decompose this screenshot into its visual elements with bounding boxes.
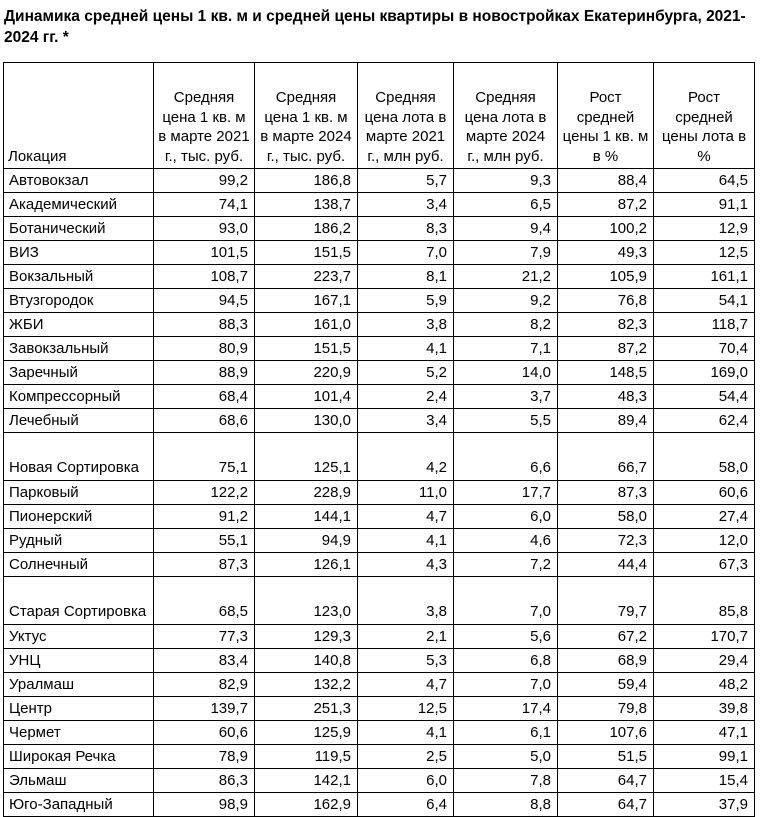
value-cell: 6,1 <box>454 721 558 745</box>
value-cell: 108,7 <box>154 265 255 289</box>
value-cell: 125,1 <box>255 433 358 481</box>
table-row <box>4 505 755 529</box>
location-cell: Уктус <box>4 625 154 649</box>
value-cell: 151,5 <box>255 337 358 361</box>
value-cell: 75,1 <box>154 433 255 481</box>
value-cell: 186,2 <box>255 217 358 241</box>
value-cell: 87,3 <box>558 481 654 505</box>
value-cell: 9,4 <box>454 217 558 241</box>
value-cell: 7,8 <box>454 769 558 793</box>
value-cell: 54,4 <box>654 385 755 409</box>
table-row <box>4 793 755 817</box>
value-cell: 66,7 <box>558 433 654 481</box>
value-cell: 79,8 <box>558 697 654 721</box>
value-cell: 12,5 <box>358 697 454 721</box>
location-cell: Завокзальный <box>4 337 154 361</box>
table-row <box>4 409 755 433</box>
location-cell: Втузгородок <box>4 289 154 313</box>
table-row <box>4 433 755 481</box>
value-cell: 82,3 <box>558 313 654 337</box>
value-cell: 162,9 <box>255 793 358 817</box>
value-cell: 5,5 <box>454 409 558 433</box>
table-row <box>4 769 755 793</box>
location-cell: Пионерский <box>4 505 154 529</box>
table-row <box>4 361 755 385</box>
value-cell: 59,4 <box>558 673 654 697</box>
value-cell: 107,6 <box>558 721 654 745</box>
column-header: Средняя цена лота в марте 2024 г., млн руб. <box>454 63 558 169</box>
value-cell: 9,2 <box>454 289 558 313</box>
value-cell: 169,0 <box>654 361 755 385</box>
table-row <box>4 673 755 697</box>
value-cell: 2,4 <box>358 385 454 409</box>
value-cell: 123,0 <box>255 577 358 625</box>
value-cell: 144,1 <box>255 505 358 529</box>
value-cell: 8,3 <box>358 217 454 241</box>
value-cell: 12,5 <box>654 241 755 265</box>
table-row <box>4 289 755 313</box>
value-cell: 122,2 <box>154 481 255 505</box>
value-cell: 7,0 <box>454 577 558 625</box>
value-cell: 67,2 <box>558 625 654 649</box>
value-cell: 3,8 <box>358 313 454 337</box>
value-cell: 4,2 <box>358 433 454 481</box>
value-cell: 5,2 <box>358 361 454 385</box>
table-row <box>4 721 755 745</box>
value-cell: 51,5 <box>558 745 654 769</box>
value-cell: 11,0 <box>358 481 454 505</box>
value-cell: 99,1 <box>654 745 755 769</box>
value-cell: 55,1 <box>154 529 255 553</box>
value-cell: 68,4 <box>154 385 255 409</box>
value-cell: 88,4 <box>558 169 654 193</box>
value-cell: 58,0 <box>654 433 755 481</box>
location-cell: Лечебный <box>4 409 154 433</box>
table-row <box>4 217 755 241</box>
value-cell: 7,0 <box>358 241 454 265</box>
table-row <box>4 697 755 721</box>
value-cell: 161,0 <box>255 313 358 337</box>
value-cell: 139,7 <box>154 697 255 721</box>
value-cell: 140,8 <box>255 649 358 673</box>
value-cell: 129,3 <box>255 625 358 649</box>
header-row <box>4 63 755 169</box>
value-cell: 12,9 <box>654 217 755 241</box>
value-cell: 68,6 <box>154 409 255 433</box>
location-cell: Центр <box>4 697 154 721</box>
value-cell: 170,7 <box>654 625 755 649</box>
value-cell: 5,3 <box>358 649 454 673</box>
table-row <box>4 169 755 193</box>
column-header: Средняя цена 1 кв. м в марте 2021 г., тыс. руб. <box>154 63 255 169</box>
value-cell: 44,4 <box>558 553 654 577</box>
value-cell: 78,9 <box>154 745 255 769</box>
column-header: Средняя цена 1 кв. м в марте 2024 г., тыс. руб. <box>255 63 358 169</box>
value-cell: 4,3 <box>358 553 454 577</box>
value-cell: 76,8 <box>558 289 654 313</box>
value-cell: 6,6 <box>454 433 558 481</box>
value-cell: 99,2 <box>154 169 255 193</box>
location-cell: Рудный <box>4 529 154 553</box>
table-body <box>4 169 755 817</box>
table-row <box>4 553 755 577</box>
value-cell: 4,1 <box>358 337 454 361</box>
location-cell: Широкая Речка <box>4 745 154 769</box>
value-cell: 87,3 <box>154 553 255 577</box>
location-cell: Старая Сортировка <box>4 577 154 625</box>
value-cell: 7,9 <box>454 241 558 265</box>
value-cell: 77,3 <box>154 625 255 649</box>
location-cell: ВИЗ <box>4 241 154 265</box>
value-cell: 220,9 <box>255 361 358 385</box>
value-cell: 94,5 <box>154 289 255 313</box>
value-cell: 48,3 <box>558 385 654 409</box>
table-row <box>4 577 755 625</box>
value-cell: 105,9 <box>558 265 654 289</box>
column-header: Средняя цена лота в марте 2021 г., млн руб. <box>358 63 454 169</box>
location-cell: Вокзальный <box>4 265 154 289</box>
table-row <box>4 481 755 505</box>
value-cell: 48,2 <box>654 673 755 697</box>
value-cell: 29,4 <box>654 649 755 673</box>
value-cell: 58,0 <box>558 505 654 529</box>
value-cell: 68,5 <box>154 577 255 625</box>
value-cell: 6,5 <box>454 193 558 217</box>
table-row <box>4 313 755 337</box>
value-cell: 89,4 <box>558 409 654 433</box>
value-cell: 88,9 <box>154 361 255 385</box>
table-row <box>4 745 755 769</box>
value-cell: 3,4 <box>358 409 454 433</box>
value-cell: 85,8 <box>654 577 755 625</box>
value-cell: 125,9 <box>255 721 358 745</box>
value-cell: 4,1 <box>358 529 454 553</box>
value-cell: 6,0 <box>454 505 558 529</box>
value-cell: 142,1 <box>255 769 358 793</box>
value-cell: 21,2 <box>454 265 558 289</box>
value-cell: 5,7 <box>358 169 454 193</box>
value-cell: 91,1 <box>654 193 755 217</box>
value-cell: 119,5 <box>255 745 358 769</box>
location-cell: Солнечный <box>4 553 154 577</box>
value-cell: 223,7 <box>255 265 358 289</box>
value-cell: 98,9 <box>154 793 255 817</box>
table-row <box>4 625 755 649</box>
value-cell: 83,4 <box>154 649 255 673</box>
value-cell: 130,0 <box>255 409 358 433</box>
value-cell: 5,9 <box>358 289 454 313</box>
value-cell: 8,2 <box>454 313 558 337</box>
value-cell: 80,9 <box>154 337 255 361</box>
value-cell: 151,5 <box>255 241 358 265</box>
value-cell: 74,1 <box>154 193 255 217</box>
table-title: Динамика средней цены 1 кв. м и средней цены квартиры в новостройках Екатеринбурга, 2021-2024 гг. * <box>4 8 746 46</box>
location-cell: Заречный <box>4 361 154 385</box>
value-cell: 15,4 <box>654 769 755 793</box>
value-cell: 49,3 <box>558 241 654 265</box>
value-cell: 72,3 <box>558 529 654 553</box>
value-cell: 79,7 <box>558 577 654 625</box>
value-cell: 6,8 <box>454 649 558 673</box>
location-cell: Академический <box>4 193 154 217</box>
column-header: Локация <box>4 63 154 169</box>
value-cell: 88,3 <box>154 313 255 337</box>
value-cell: 14,0 <box>454 361 558 385</box>
value-cell: 64,7 <box>558 769 654 793</box>
value-cell: 68,9 <box>558 649 654 673</box>
location-cell: Чермет <box>4 721 154 745</box>
location-cell: ЖБИ <box>4 313 154 337</box>
value-cell: 6,0 <box>358 769 454 793</box>
table-row <box>4 337 755 361</box>
value-cell: 251,3 <box>255 697 358 721</box>
value-cell: 87,2 <box>558 193 654 217</box>
location-cell: Автовокзал <box>4 169 154 193</box>
location-cell: Компрессорный <box>4 385 154 409</box>
value-cell: 17,4 <box>454 697 558 721</box>
value-cell: 12,0 <box>654 529 755 553</box>
value-cell: 62,4 <box>654 409 755 433</box>
value-cell: 70,4 <box>654 337 755 361</box>
value-cell: 118,7 <box>654 313 755 337</box>
location-cell: Эльмаш <box>4 769 154 793</box>
value-cell: 132,2 <box>255 673 358 697</box>
value-cell: 4,7 <box>358 673 454 697</box>
price-table <box>3 62 755 817</box>
value-cell: 27,4 <box>654 505 755 529</box>
value-cell: 4,6 <box>454 529 558 553</box>
value-cell: 47,1 <box>654 721 755 745</box>
location-cell: Парковый <box>4 481 154 505</box>
value-cell: 7,2 <box>454 553 558 577</box>
value-cell: 100,2 <box>558 217 654 241</box>
value-cell: 186,8 <box>255 169 358 193</box>
value-cell: 3,4 <box>358 193 454 217</box>
column-header: Рост средней цены лота в % <box>654 63 755 169</box>
value-cell: 126,1 <box>255 553 358 577</box>
value-cell: 37,9 <box>654 793 755 817</box>
value-cell: 60,6 <box>654 481 755 505</box>
value-cell: 7,1 <box>454 337 558 361</box>
location-cell: Уралмаш <box>4 673 154 697</box>
table-row <box>4 193 755 217</box>
value-cell: 101,5 <box>154 241 255 265</box>
location-cell: Юго-Западный <box>4 793 154 817</box>
value-cell: 8,1 <box>358 265 454 289</box>
value-cell: 5,0 <box>454 745 558 769</box>
value-cell: 87,2 <box>558 337 654 361</box>
value-cell: 4,7 <box>358 505 454 529</box>
value-cell: 3,7 <box>454 385 558 409</box>
value-cell: 67,3 <box>654 553 755 577</box>
value-cell: 7,0 <box>454 673 558 697</box>
value-cell: 2,1 <box>358 625 454 649</box>
table-row <box>4 241 755 265</box>
column-header: Рост средней цены 1 кв. м в % <box>558 63 654 169</box>
value-cell: 17,7 <box>454 481 558 505</box>
value-cell: 54,1 <box>654 289 755 313</box>
value-cell: 60,6 <box>154 721 255 745</box>
value-cell: 3,8 <box>358 577 454 625</box>
table-row <box>4 385 755 409</box>
value-cell: 138,7 <box>255 193 358 217</box>
value-cell: 101,4 <box>255 385 358 409</box>
value-cell: 6,4 <box>358 793 454 817</box>
value-cell: 228,9 <box>255 481 358 505</box>
table-row <box>4 649 755 673</box>
value-cell: 148,5 <box>558 361 654 385</box>
value-cell: 82,9 <box>154 673 255 697</box>
value-cell: 5,6 <box>454 625 558 649</box>
table-row <box>4 529 755 553</box>
table-row <box>4 265 755 289</box>
location-cell: Ботанический <box>4 217 154 241</box>
location-cell: УНЦ <box>4 649 154 673</box>
value-cell: 4,1 <box>358 721 454 745</box>
value-cell: 94,9 <box>255 529 358 553</box>
location-cell: Новая Сортировка <box>4 433 154 481</box>
value-cell: 93,0 <box>154 217 255 241</box>
value-cell: 64,7 <box>558 793 654 817</box>
value-cell: 2,5 <box>358 745 454 769</box>
value-cell: 86,3 <box>154 769 255 793</box>
value-cell: 91,2 <box>154 505 255 529</box>
value-cell: 64,5 <box>654 169 755 193</box>
value-cell: 8,8 <box>454 793 558 817</box>
value-cell: 161,1 <box>654 265 755 289</box>
value-cell: 9,3 <box>454 169 558 193</box>
value-cell: 39,8 <box>654 697 755 721</box>
value-cell: 167,1 <box>255 289 358 313</box>
